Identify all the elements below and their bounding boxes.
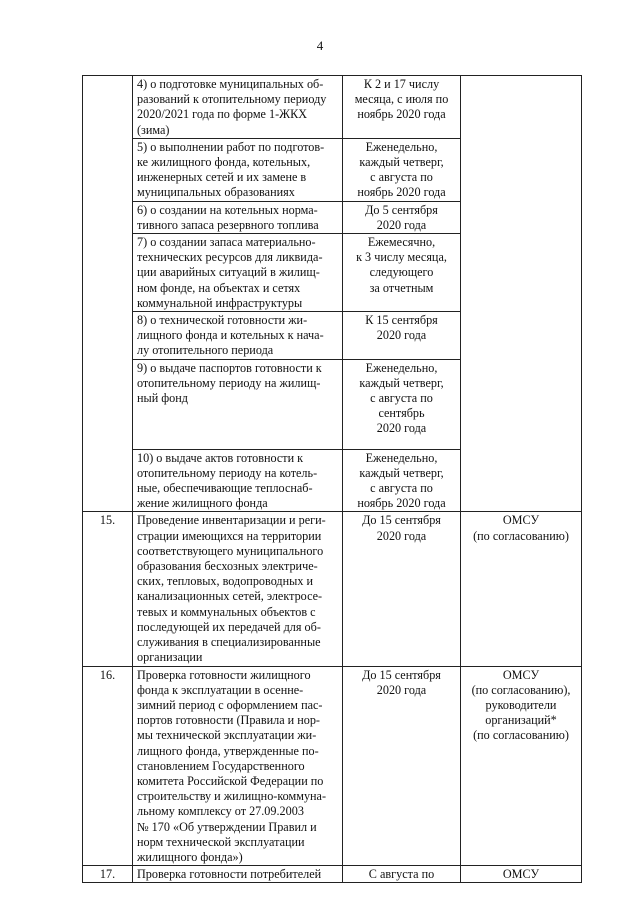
subitem-deadline: Еженедельно, каждый четверг, с августа по ноябрь 2020 года [343,449,461,512]
row-description: Проверка готовности потребителей [133,866,343,883]
page-number: 4 [316,38,324,53]
row-number-cell [83,76,133,512]
subitem-text: 10) о выдаче актов готовности к отопительному периоду на котель- ные, обеспечивающие теплоснаб- жение жилищного фонда [133,449,343,512]
row-number: 17. [83,866,133,883]
subitem-deadline: К 2 и 17 числу месяца, с июля по ноябрь 2020 года [343,76,461,139]
row-deadline: До 15 сентября 2020 года [343,666,461,866]
row-responsible: ОМСУ (по согласованию) [461,512,582,666]
row-deadline: До 15 сентября 2020 года [343,512,461,666]
subitem-text: 8) о технической готовности жи- лищного фонда и котельных к нача- лу отопительного периода [133,312,343,360]
row-description: Проведение инвентаризации и реги- страции имеющихся на территории соответствующего муниципального образования бесхозных электриче- ских, тепловых, водопроводных и канализационных сетей, электросе- тевых и коммунальных объектов с последующей их передачей для об- служивания в специализированные организации [133,512,343,666]
row-responsible: ОМСУ (по согласованию), руководители организаций* (по согласованию) [461,666,582,866]
subitem-text: 7) о создании запаса материально- технических ресурсов для ликвида- ции аварийных ситуаций в жилищ- ном фонде, на объектах и сетях коммунальной инфраструктуры [133,234,343,312]
subitem-deadline: К 15 сентября 2020 года [343,312,461,360]
subitem-text: 6) о создании на котельных норма- тивного запаса резервного топлива [133,201,343,233]
row-number: 15. [83,512,133,666]
subitem-text: 9) о выдаче паспортов готовности к отопительному периоду на жилищ- ный фонд [133,359,343,449]
row-description: Проверка готовности жилищного фонда к эксплуатации в осенне- зимний период с оформлением пас- портов готовности (Правила и нор- мы технической эксплуатации жи- лищного фонда, утвержденные по- становлением Государственного комитета Российской Федерации по строительству и жилищно-коммуна- льному комплексу от 27.09.2003 № 170 «Об утверждении Правил и норм технической эксплуатации жилищного фонда») [133,666,343,866]
table-row [83,866,582,883]
table-row [83,76,582,139]
subitem-text: 4) о подготовке муниципальных об- разований к отопительному периоду 2020/2021 года по форме 1-ЖКХ (зима) [133,76,343,139]
subitem-text: 5) о выполнении работ по подготов- ке жилищного фонда, котельных, инженерных сетей и их замене в муниципальных образованиях [133,138,343,201]
row-responsible: ОМСУ [461,866,582,883]
row-number: 16. [83,666,133,866]
table-row [83,512,582,666]
row-deadline: С августа по [343,866,461,883]
table-row [83,666,582,866]
subitem-deadline: Еженедельно, каждый четверг, с августа по ноябрь 2020 года [343,138,461,201]
subitem-deadline: До 5 сентября 2020 года [343,201,461,233]
subitem-deadline: Еженедельно, каждый четверг, с августа по сентябрь 2020 года [343,359,461,449]
plan-table [82,75,582,883]
responsible-cell [461,76,582,512]
subitem-deadline: Ежемесячно, к 3 числу месяца, следующего за отчетным [343,234,461,312]
